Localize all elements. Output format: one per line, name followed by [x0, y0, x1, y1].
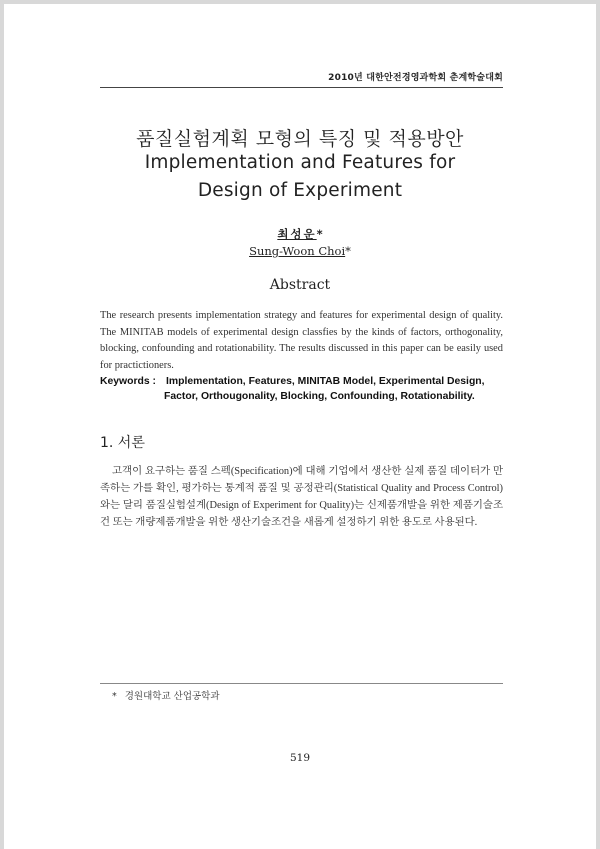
page-border-top: [0, 0, 600, 4]
section-1-text: 고객이 요구하는 품질 스펙(Specification)에 대해 기업에서 생산한 실제 품질 데이터가 만족하는 가를 확인, 평가하는 통계적 품질 및 공정관리(Statistical Quality and Process Control)와는 달리 품질실험설계(Design of Experiment for Quality)는 신제품개발을 위한 제품기술조건 또는 개량제품개발을 위한 생산기술조건을 새롭게 설정하기 위한 용도로 사용된다.: [100, 466, 503, 528]
author-korean-name: 최성운: [277, 227, 317, 241]
footnote-text: 경원대학교 산업공학과: [124, 691, 220, 702]
section-1-heading: 1. 서론: [100, 435, 145, 451]
header-rule: [100, 87, 503, 88]
page-number: 519: [289, 752, 311, 764]
footnote: [112, 688, 220, 702]
author-korean-mark: *: [316, 227, 323, 241]
keywords-line2: Factor, Orthougonality, Blocking, Confounding, Rotationability.: [164, 391, 475, 403]
keywords-line1: Implementation, Features, MINITAB Model, Experimental Design,: [166, 376, 485, 387]
abstract-text: The research presents implementation strategy and features for experimental design of quality. The MINITAB models of experimental design classfies by the kinds of factors, orthogonality, blocking, confounding and rotationability. The results discussed in this paper can be easily used for practictioners.: [100, 310, 503, 371]
title-english-line2: Design of Experiment: [197, 180, 403, 201]
footnote-rule: [100, 683, 503, 684]
title-korean: 품질실험계획 모형의 특징 및 적용방안: [136, 128, 464, 150]
footnote-mark: *: [112, 691, 117, 702]
keywords-label: Keywords :: [100, 376, 157, 387]
running-header: 2010년 대한안전경영과학회 춘계학술대회: [328, 73, 503, 83]
author-korean: [0, 226, 600, 242]
title-english-line1: Implementation and Features for: [144, 152, 456, 173]
author-english-mark: *: [345, 244, 351, 258]
author-english: [0, 244, 600, 258]
keywords-block: [100, 374, 503, 405]
abstract-heading: Abstract: [269, 277, 331, 293]
author-english-name: Sung-Woon Choi: [249, 244, 346, 258]
